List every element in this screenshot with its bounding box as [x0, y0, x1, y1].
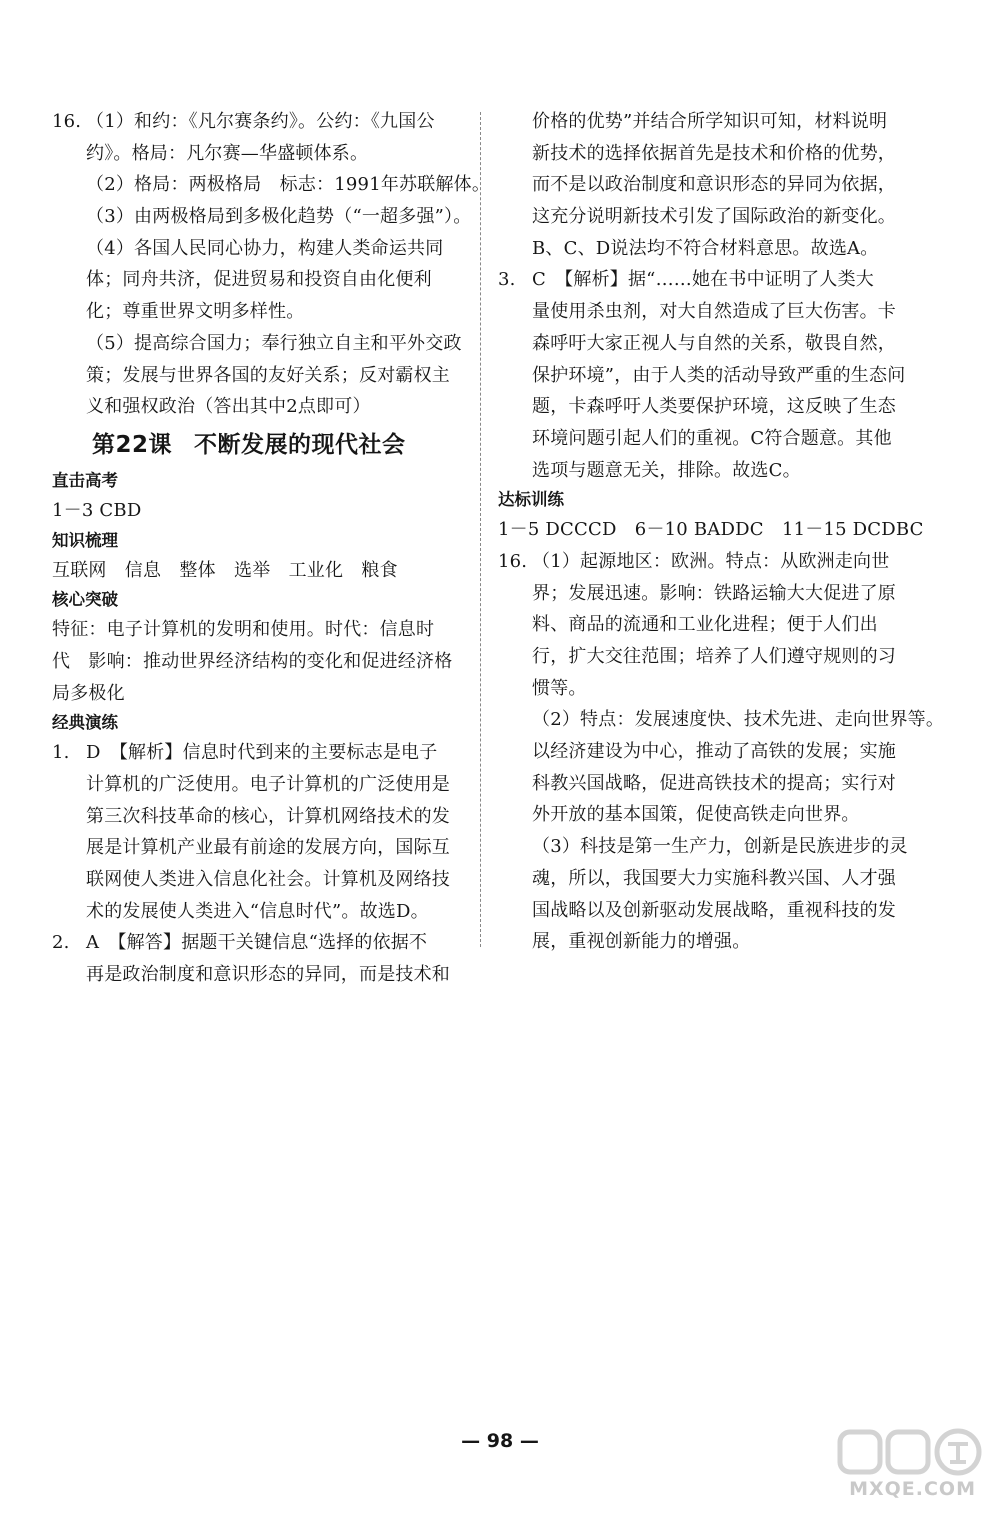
- text-line: 选项与题意无关，排除。故选C。: [532, 459, 801, 481]
- text-line: 联网使人类进入信息化社会。计算机及网络技: [86, 869, 450, 891]
- text-line: 料、商品的流通和工业化进程；便于人们出: [532, 614, 878, 636]
- text-line: [52, 737, 468, 769]
- lesson-name: 不断发展的现代社会: [194, 431, 406, 458]
- text-line: 展是计算机产业最有前途的发展方向，国际互: [86, 837, 450, 859]
- right-column: [498, 106, 945, 958]
- answer-text: D 【解析】信息时代到来的主要标志是电子: [86, 742, 438, 764]
- question-number: 3.: [498, 269, 516, 291]
- text-line: （4）各国人民同心协力，构建人类命运共同: [86, 237, 444, 259]
- text-line: 术的发展使人类进入“信息时代”。故选D。: [86, 900, 429, 922]
- text-line: 1－3 CBD: [52, 499, 142, 521]
- text-line: 策；发展与世界各国的友好关系；反对霸权主: [86, 364, 450, 386]
- watermark: [822, 1426, 990, 1508]
- text-line: 森呼吁大家正视人与自然的关系，敬畏自然，: [532, 332, 896, 354]
- question-number: 16.: [52, 111, 82, 132]
- text-line: （3）由两极格局到多极化趋势（“一超多强”）。: [86, 206, 472, 228]
- text-line: 量使用杀虫剂，对大自然造成了巨大伤害。卡: [532, 301, 896, 323]
- watermark-text: MXQE.COM: [849, 1478, 976, 1500]
- text-line: [52, 927, 468, 959]
- text-line: 计算机的广泛使用。电子计算机的广泛使用是: [86, 774, 450, 795]
- text-line: （3）科技是第一生产力，创新是民族进步的灵: [532, 836, 908, 858]
- page-number: — 98 —: [461, 1430, 539, 1452]
- section-heading-hexin: 核心突破: [52, 590, 118, 610]
- text-line: 环境问题引起人们的重视。C符合题意。其他: [532, 427, 892, 449]
- text-line: 题，卡森呼吁人类要保护环境，这反映了生态: [532, 396, 896, 418]
- question-number: 1.: [52, 742, 70, 764]
- lesson-title: [52, 423, 468, 467]
- text-line: 特征：电子计算机的发明和使用。时代：信息时: [52, 619, 435, 641]
- left-column: [52, 106, 491, 991]
- text-line: 国战略以及创新驱动发展战略，重视科技的发: [532, 899, 896, 921]
- watermark-logo-icon: [822, 1426, 990, 1486]
- section-heading-zhishi: 知识梳理: [52, 530, 118, 550]
- text-line: [498, 546, 908, 578]
- text-line: B、C、D说法均不符合材料意思。故选A。: [532, 237, 879, 259]
- text-line: 化；尊重世界文明多样性。: [86, 301, 305, 323]
- text-line: [498, 264, 908, 296]
- text-line: 第三次科技革命的核心，计算机网络技术的发: [86, 805, 450, 827]
- lesson-number: 第22课: [92, 431, 173, 458]
- text-line: 界；发展迅速。影响：铁路运输大大促进了原: [532, 582, 896, 604]
- text-line: [52, 106, 468, 138]
- text-line: 约》。格局：凡尔赛—华盛顿体系。: [86, 142, 369, 164]
- text-line: 行，扩大交往范围；培养了人们遵守规则的习: [532, 646, 896, 667]
- text-line: （5）提高综合国力；奉行独立自主和平外交政: [86, 332, 462, 354]
- text-line: 以经济建设为中心，推动了高铁的发展；实施: [532, 741, 896, 763]
- text-line: 外开放的基本国策，促使高铁走向世界。: [532, 804, 860, 826]
- text-line: （2）特点：发展速度快、技术先进、走向世界等。: [532, 709, 945, 731]
- text-line: 惯等。: [532, 677, 587, 699]
- text-line: 价格的优势”并结合所学知识可知，材料说明: [532, 111, 888, 132]
- text-line: 新技术的选择依据首先是技术和价格的优势，: [532, 142, 896, 164]
- text-line: 义和强权政治（答出其中2点即可）: [86, 396, 371, 418]
- answer-text: A 【解答】据题干关键信息“选择的依据不: [86, 932, 428, 954]
- column-divider: [480, 112, 481, 947]
- answer-text: C 【解析】据“……她在书中证明了人类大: [532, 269, 874, 291]
- text-line: 1－5 DCCCD 6－10 BADDC 11－15 DCDBC: [498, 519, 924, 541]
- answer-text: （1）和约：《凡尔赛条约》。公约：《九国公: [86, 111, 435, 132]
- text-line: 局多极化: [52, 682, 125, 704]
- text-line: 代 影响：推动世界经济结构的变化和促进经济格: [52, 650, 453, 672]
- question-number: 16.: [498, 550, 528, 572]
- text-line: 展，重视创新能力的增强。: [532, 931, 751, 953]
- section-heading-dabiao: 达标训练: [498, 490, 564, 510]
- text-line: 这充分说明新技术引发了国际政治的新变化。: [532, 206, 896, 228]
- answer-text: （1）起源地区：欧洲。特点：从欧洲走向世: [532, 550, 890, 572]
- question-number: 2.: [52, 932, 70, 954]
- text-line: 体；同舟共济，促进贸易和投资自由化便利: [86, 269, 432, 291]
- text-line: 而不是以政治制度和意识形态的异同为依据，: [532, 174, 896, 196]
- text-line: 互联网 信息 整体 选举 工业化 粮食: [52, 559, 398, 581]
- text-line: 保护环境”，由于人类的活动导致严重的生态问: [532, 364, 906, 386]
- text-line: 科教兴国战略，促进高铁技术的提高；实行对: [532, 772, 896, 794]
- text-line: 再是政治制度和意识形态的异同，而是技术和: [86, 964, 450, 986]
- section-heading-gaokao: 直击高考: [52, 470, 118, 490]
- section-heading-jingdian: 经典演练: [52, 713, 118, 733]
- text-line: 魂，所以，我国要大力实施科教兴国、人才强: [532, 867, 896, 889]
- text-line: （2）格局：两极格局 标志：1991年苏联解体。: [86, 174, 491, 196]
